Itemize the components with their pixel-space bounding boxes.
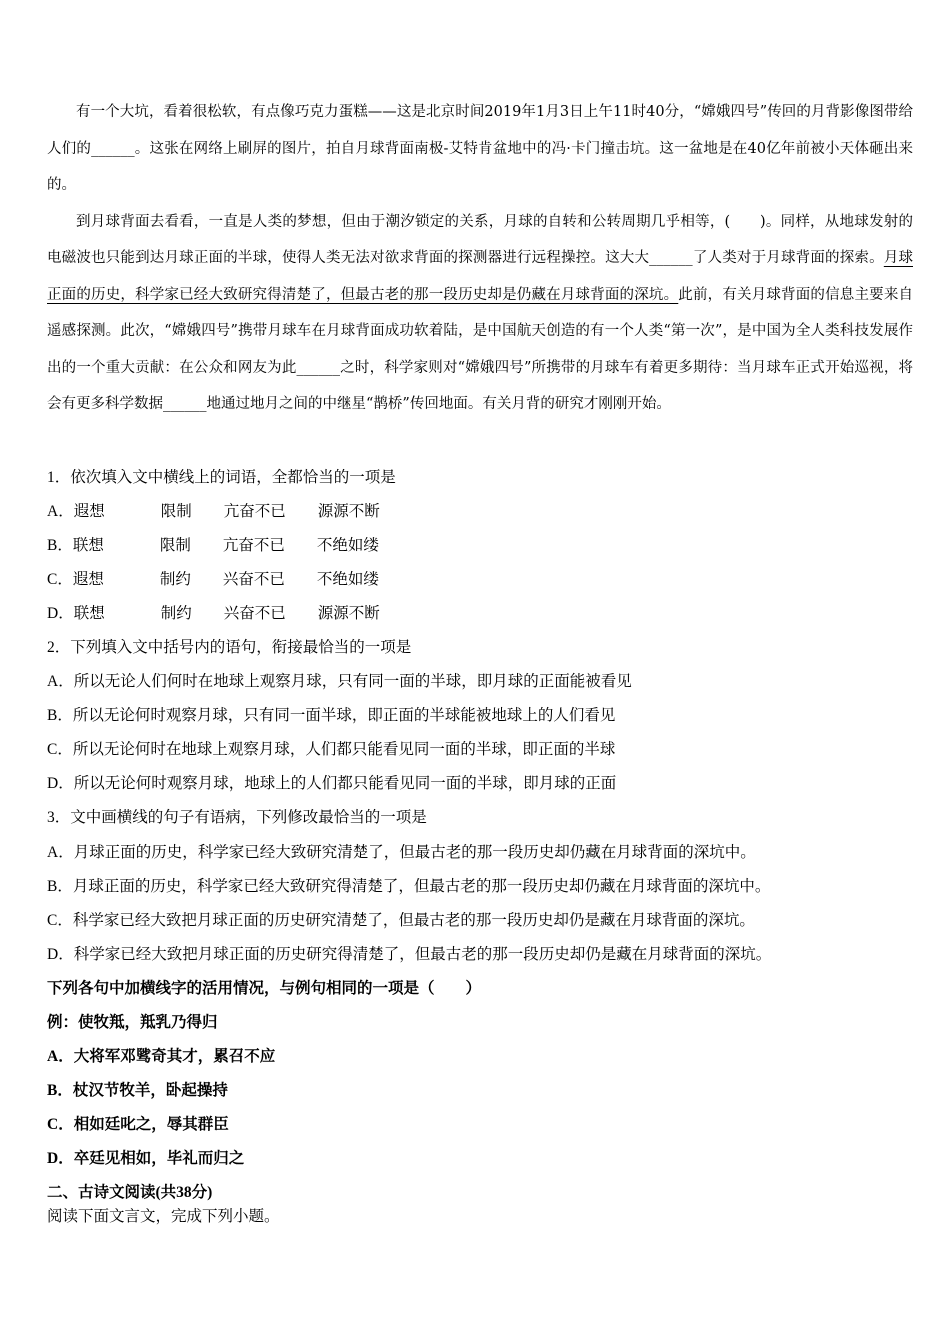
question-2-stem: 2．下列填入文中括号内的语句，衔接最恰当的一项是	[47, 639, 412, 656]
question-4-option-b: B．杖汉节牧羊，卧起操持	[47, 1082, 228, 1099]
question-1-option-a: A．遐想 限制 亢奋不已 源源不断	[47, 503, 380, 520]
question-3-option-b: B．月球正面的历史，科学家已经大致研究得清楚了，但最古老的那一段历史却仍藏在月球背面的深坑中。	[47, 878, 771, 895]
question-1-option-d: D．联想 制约 兴奋不已 源源不断	[47, 605, 380, 622]
question-3-option-c: C．科学家已经大致把月球正面的历史研究清楚了，但最古老的那一段历史却仍是藏在月球背面的深坑。	[47, 912, 755, 929]
question-2-option-c: C．所以无论何时在地球上观察月球，人们都只能看见同一面的半球，即正面的半球	[47, 741, 616, 758]
question-1-option-c: C．遐想 制约 兴奋不已 不绝如缕	[47, 571, 379, 588]
question-2-option-a: A．所以无论人们何时在地球上观察月球，只有同一面的半球，即月球的正面能被看见	[47, 673, 632, 690]
question-3-option-a: A．月球正面的历史，科学家已经大致研究清楚了，但最古老的那一段历史却仍藏在月球背面的深坑中。	[47, 844, 756, 861]
passage-text: 到月球背面去看看，一直是人类的梦想，但由于潮汐锁定的关系，月球的自转和公转周期几乎相等，( )。同样，从地球发射的电磁波也只能到达月球正面的半球，使得人类无法对欲求背面的探测器进行远程操控。这大大______了人类对于月球背面的探索。	[47, 213, 913, 266]
question-1-option-b: B．联想 限制 亢奋不已 不绝如缕	[47, 537, 379, 554]
question-3-stem: 3．文中画横线的句子有语病，下列修改最恰当的一项是	[47, 809, 427, 826]
underlined-sentence: 月球正面的历史，科学家已经大致研究得清楚了，但最古老的那一段历史却是仍藏在月球背面的深坑。	[47, 250, 913, 303]
question-4-option-d: D．卒廷见相如，毕礼而归之	[47, 1150, 245, 1167]
passage-paragraph-2	[47, 204, 913, 423]
reading-passage	[47, 94, 913, 423]
question-4-option-c: C．相如廷叱之，辱其群臣	[47, 1116, 229, 1133]
section-2-instruction: 阅读下面文言文，完成下列小题。	[47, 1208, 280, 1225]
passage-text: 此前，有关月球背面的信息主要来自遥感探测。此次，“嫦娥四号”携带月球车在月球背面成功软着陆，是中国航天创造的有一个人类“第一次”，是中国为全人类科技发展作出的一个重大贡献：在公众和网友为此______之时，科学家则对“嫦娥四号”所携带的月球车有着更多期待：当月球车正式开始巡视，将会有更多科学数据______地通过地月之间的中继星“鹊桥”传回地面。有关月背的研究才刚刚开始。	[47, 286, 913, 412]
question-4-example: 例：使牧羝，羝乳乃得归	[47, 1014, 218, 1031]
question-4-stem: 下列各句中加横线字的活用情况，与例句相同的一项是（ ）	[47, 980, 482, 997]
section-2-title: 二、古诗文阅读(共38分)	[47, 1184, 213, 1201]
passage-paragraph-1: 有一个大坑，看着很松软，有点像巧克力蛋糕——这是北京时间2019年1月3日上午11时40分，“嫦娥四号”传回的月背影像图带给人们的______。这张在网络上刷屏的图片，拍自月球背面南极-艾特肯盆地中的冯·卡门撞击坑。这一盆地是在40亿年前被小天体砸出来的。	[47, 104, 913, 193]
question-3-option-d: D．科学家已经大致把月球正面的历史研究得清楚了，但最古老的那一段历史却仍是藏在月球背面的深坑。	[47, 946, 772, 963]
question-1-stem: 1．依次填入文中横线上的词语，全都恰当的一项是	[47, 469, 396, 486]
question-2-option-d: D．所以无论何时观察月球，地球上的人们都只能看见同一面的半球，即月球的正面	[47, 775, 617, 792]
question-4-option-a: A．大将军邓骘奇其才，累召不应	[47, 1048, 276, 1065]
question-2-option-b: B．所以无论何时观察月球，只有同一面半球，即正面的半球能被地球上的人们看见	[47, 707, 616, 724]
